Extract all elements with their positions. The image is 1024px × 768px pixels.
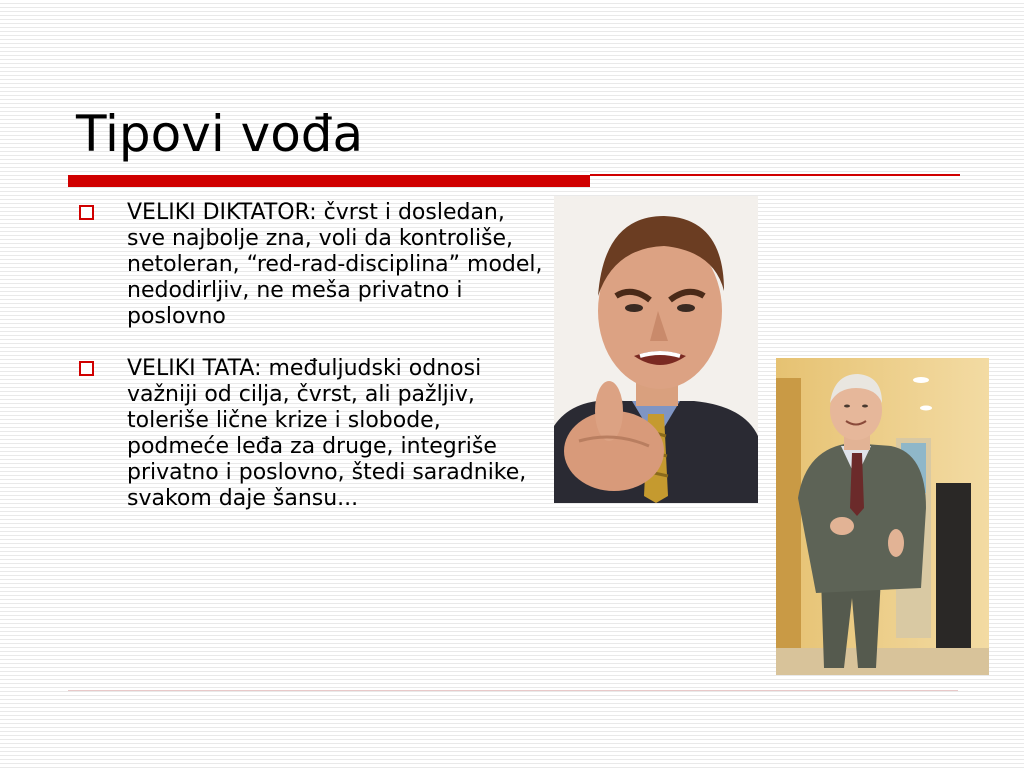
angry-man-pointing-image [554,196,758,503]
hollow-square-icon [79,205,94,220]
photo-dictator [554,196,758,503]
title-underline-thin [590,174,960,176]
bullet-text: VELIKI DIKTATOR: čvrst i dosledan, sve najbolje zna, voli da kontroliše, netoleran, “red-rad-disciplina” model, nedodirljiv, ne meša privatno i poslovno [127,200,543,329]
bullet-item-dad [76,356,546,512]
footer-divider [68,690,958,691]
hollow-square-icon [79,361,94,376]
slide-title: Tipovi vođa [76,105,364,163]
bullet-list [76,200,546,538]
photo-big-dad [776,358,989,675]
title-underline [68,175,590,187]
bullet-item-dictator [76,200,546,330]
smiling-older-man-image [776,358,989,675]
bullet-text: VELIKI TATA: međuljudski odnosi važniji od cilja, čvrst, ali pažljiv, toleriše lične krize i slobode, podmeće leđa za druge, integriše privatno i poslovno, štedi saradnike, svakom daje šansu... [127,356,527,511]
